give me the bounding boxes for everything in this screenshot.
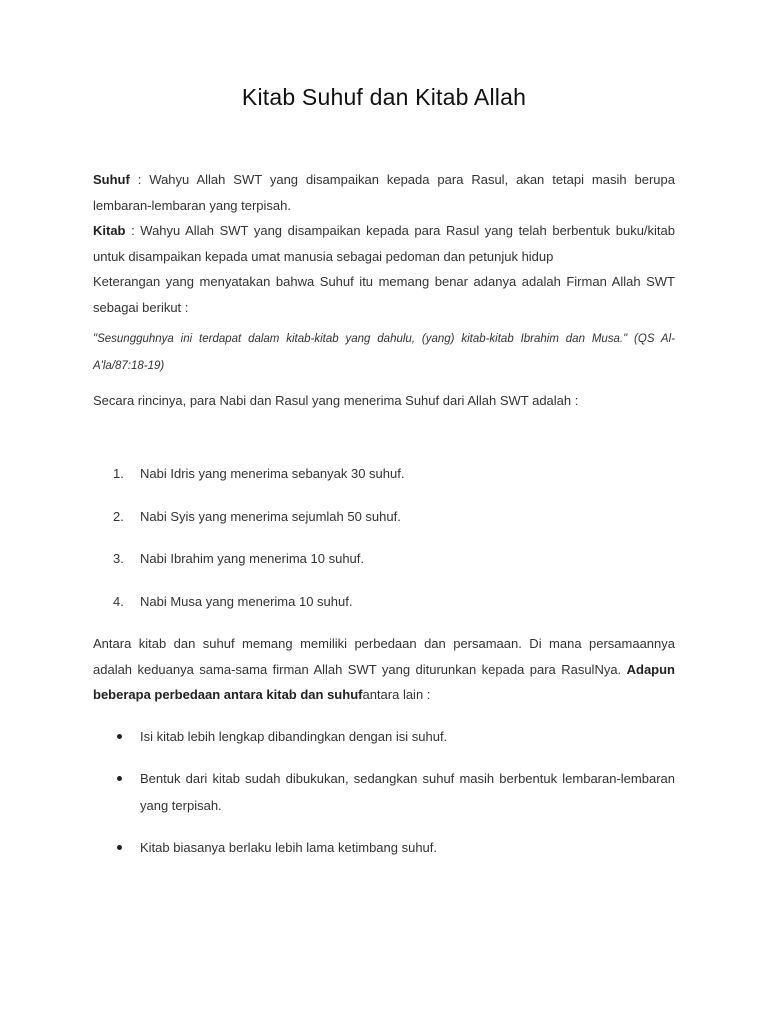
list-item-text: Nabi Syis yang menerima sejumlah 50 suhuf. bbox=[140, 509, 401, 524]
list-number: 4. bbox=[113, 594, 124, 609]
bullet-icon bbox=[117, 776, 122, 781]
list-item-text: Bentuk dari kitab sudah dibukukan, sedangkan suhuf masih berbentuk lembaran-lembaran yang terpisah. bbox=[140, 771, 675, 813]
list-item-text: Kitab biasanya berlaku lebih lama ketimbang suhuf. bbox=[140, 840, 438, 855]
list-item-text: Isi kitab lebih lengkap dibandingkan dengan isi suhuf. bbox=[140, 729, 448, 744]
list-number: 2. bbox=[113, 509, 124, 524]
kitab-paragraph bbox=[93, 218, 675, 269]
keterangan-paragraph: Keterangan yang menyatakan bahwa Suhuf itu memang benar adanya adalah Firman Allah SWT sebagai berikut : bbox=[93, 274, 675, 315]
rincian-intro: Secara rincinya, para Nabi dan Rasul yang menerima Suhuf dari Allah SWT adalah : bbox=[93, 393, 579, 408]
bullet-icon bbox=[117, 734, 122, 739]
list-item-text: Nabi Musa yang menerima 10 suhuf. bbox=[140, 594, 353, 609]
quran-quote: "Sesungguhnya ini terdapat dalam kitab-kitab yang dahulu, (yang) kitab-kitab Ibrahim dan Musa." (QS Al-A'la/87:18-19) bbox=[93, 333, 675, 372]
document-page bbox=[93, 0, 675, 1024]
antara-text-after: antara lain : bbox=[362, 687, 431, 702]
list-number: 3. bbox=[113, 551, 124, 566]
suhuf-definition: : Wahyu Allah SWT yang disampaikan kepada para Rasul, akan tetapi masih berupa lembaran-lembaran yang terpisah. bbox=[93, 172, 675, 213]
kitab-term: Kitab bbox=[93, 223, 126, 238]
kitab-definition: : Wahyu Allah SWT yang disampaikan kepada para Rasul yang telah berbentuk buku/kitab untuk disampaikan kepada umat manusia sebagai pedoman dan petunjuk hidup bbox=[93, 223, 676, 264]
list-number: 1. bbox=[113, 466, 124, 481]
antara-bold-text: Adapun beberapa perbedaan antara kitab dan suhuf bbox=[93, 661, 675, 702]
list-item-text: Nabi Idris yang menerima sebanyak 30 suhuf. bbox=[140, 466, 405, 481]
bullet-icon bbox=[117, 845, 122, 850]
list-item-text: Nabi Ibrahim yang menerima 10 suhuf. bbox=[140, 551, 365, 566]
suhuf-paragraph bbox=[93, 167, 675, 218]
document-title: Kitab Suhuf dan Kitab Allah bbox=[241, 84, 527, 110]
suhuf-term: Suhuf bbox=[93, 172, 130, 187]
antara-text: Antara kitab dan suhuf memang memiliki perbedaan dan persamaan. Di mana persamaannya adalah keduanya sama-sama firman Allah SWT yang diturunkan kepada para RasulNya. bbox=[93, 636, 675, 677]
antara-paragraph bbox=[93, 631, 675, 708]
